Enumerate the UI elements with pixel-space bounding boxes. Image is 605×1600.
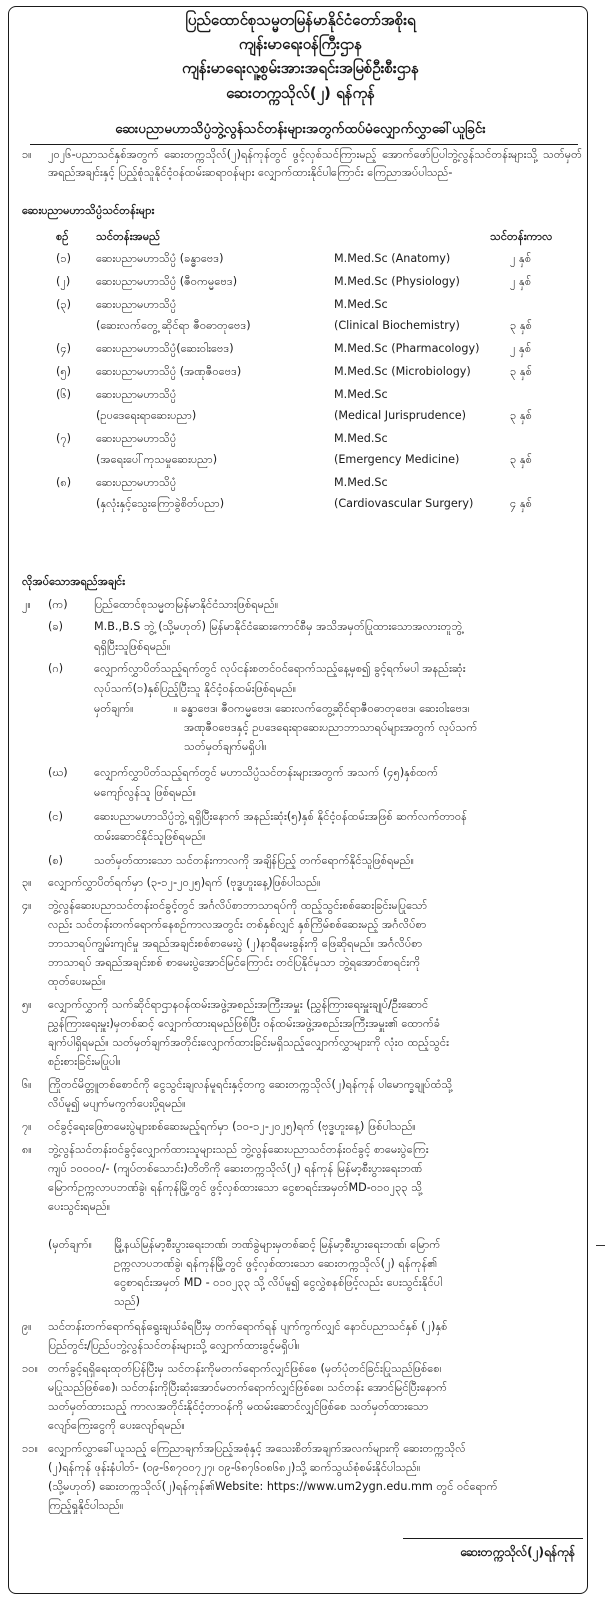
qual-e-label: (င): [48, 810, 63, 823]
item-number: ၅။: [22, 998, 32, 1011]
course-name-mm: ဆေးပညာမဟာသိပ္ပံ: [96, 432, 177, 445]
item-text-line: လျှောက်လွှာခေါ်ယူသည့် ကြေညာချက်အပြည့်အစုံနှင့် အသေးစိတ်အချက်အလက်များကို ဆေးတက္ကသိုလ်: [48, 1442, 466, 1455]
course-duration: ၃ နှစ်: [510, 453, 532, 466]
col-duration-header: သင်တန်းကာလ: [490, 230, 553, 243]
item-text-line: ဘာသာရပ် အရည်အချင်းစစ် စာမေးပွဲအောင်မြင်ကြောင်း တင်ပြနိုင်မှသာ ဘွဲ့ရအောင်စာရင်းကို: [48, 956, 421, 969]
qual-e-line1: ဆေးပညာမဟာသိပ္ပံဘွဲ့ ရရှိပြီးနောက် အနည်းဆုံး(၅)နှစ် နိုင်ငံ့ဝန်ထမ်းအဖြစ် ဆက်လက်တာဝန်: [94, 810, 467, 823]
qual-note-line1: ။ ခန္ဓာဗေဒ၊ ဇီဝကမ္မဗေဒ၊ ဆေးလက်တွေ့ဆိုင်ရာဇီဝဓာတုဗေဒ၊ ဆေးဝါးဗေဒ၊: [174, 702, 470, 715]
header-ministry: ကျန်းမာရေးဝန်ကြီးဌာန: [238, 35, 363, 53]
course-no: (၂): [56, 275, 71, 288]
course-name-en: M.Med.Sc (Anatomy): [334, 252, 451, 265]
qual-d-line2: မကျော်လွန်သူ ဖြစ်ရမည်။: [94, 786, 197, 799]
item-text-line: ညွှန်ကြားရေးမှူး)မှတစ်ဆင့် လျှောက်ထားရမည်ဖြစ်ပြီး ဝန်ထမ်းအဖွဲ့အစည်းအကြီးအမှူး၏ ထောက်ခံ: [48, 1017, 441, 1030]
qual-b-label: (ခ): [48, 620, 64, 633]
qual-f-text: သတ်မှတ်ထားသော သင်တန်းကာလကို အချိန်ပြည့် တက်ရောက်နိုင်သူဖြစ်ရမည်။: [94, 854, 414, 867]
course-duration: ၂ နှစ်: [510, 342, 532, 355]
item-text-line: ပေးသွင်းရမည်။: [48, 1200, 111, 1213]
item-text-line: လျှောက်လွှာကို သက်ဆိုင်ရာဌာနဝန်ထမ်းအဖွဲ့အစည်းအကြီးအမှူး (ညွှန်ကြားရေးမှူးချုပ်/ဦးဆောင်: [48, 998, 429, 1011]
qual-b-line2: ရရှိပြီးသူဖြစ်ရမည်။: [94, 640, 171, 653]
course-name-mm: ဆေးပညာမဟာသိပ္ပံ(ဆေးဝါးဗေဒ): [96, 342, 234, 355]
col-name-header: သင်တန်းအမည်: [96, 230, 161, 243]
header-university: ဆေးတက္ကသိုလ်(၂) ရန်ကုန်: [226, 84, 375, 102]
qual-b-line1: M.B.,B.S ဘွဲ့ (သို့မဟုတ်) မြန်မာနိုင်ငံဆေးကောင်စီမှ အသိအမှတ်ပြုထားသောအလားတူဘွဲ့: [94, 620, 463, 633]
courses-heading: ဆေးပညာမဟာသိပ္ပံသင်တန်းများ: [22, 204, 155, 217]
item-text-line: ဘာသာရပ်ကျွမ်းကျင်မှု အရည်အချင်းစစ်စာမေးပွဲ (၂)နာရီမေးခွန်းကို ဖြေဆိုရမည်။ အင်္ဂလိပ်စာ: [48, 937, 423, 950]
item-text-line: လည်း သင်တန်းတက်ရောက်နေစဉ်ကာလအတွင်း တစ်နှစ်လျှင် နှစ်ကြိမ်စစ်ဆေးမည့် အင်္ဂလိပ်စာ: [48, 918, 427, 931]
course-duration: ၂ နှစ်: [510, 252, 532, 265]
item-text-line: သတ်မှတ်ထားသည့် ကာလအတိုင်းနိုင်ငံ့တာဝန်ကို မထမ်းဆောင်လျှင်ဖြစ်စေ သတ်မှတ်ထားသော: [48, 1400, 429, 1413]
course-no: (၅): [56, 365, 72, 378]
item-text-line: ကြိုတင်မိတ္တူတစ်စောင်ကို ငွေသွင်းချလန်မူရင်းနှင့်တကွ ဆေးတက္ကသိုလ်(၂)ရန်ကုန် ပါမောက္ခချုပ်ထံသို့: [48, 1078, 453, 1091]
header-department: ကျန်းမာရေးလူ့စွမ်းအားအရင်းအမြစ်ဦးစီးဌာန: [182, 59, 419, 77]
course-name-en-sub: (Medical Jurisprudence): [334, 409, 466, 422]
qualifications-heading: လိုအပ်သောအရည်အချင်း: [22, 575, 126, 588]
intro-number: ၁။: [22, 148, 32, 161]
item-number: ၇။: [22, 1120, 32, 1133]
course-duration: ၃ နှစ်: [510, 409, 532, 422]
item-text-line: လျော်ကြေးငွေကို ပေးလျော်ရမည်။: [48, 1419, 185, 1432]
item-text-line: တက်ခွင့်ရရှိရေးထုတ်ပြန်ပြီးမှ သင်တန်းကိုမတက်ရောက်လျှင်ဖြစ်စေ (မှတ်ပုံတင်ခြင်းပြုသည်ဖြစ်စေ၊: [48, 1362, 442, 1375]
course-name-en: M.Med.Sc (Microbiology): [334, 365, 471, 378]
qual-note-line3: သတ်မှတ်ချက်မရှိပါ။: [184, 740, 267, 753]
qual-number: ၂။: [22, 598, 31, 611]
course-name-en: M.Med.Sc (Pharmacology): [334, 342, 480, 355]
item-text-line: မပြုသည်ဖြစ်စေ)၊ သင်တန်းကိုပြီးဆုံးအောင်မတက်ရောက်လျှင်ဖြစ်စေ၊ သင်တန်း အောင်မြင်ပြီးနောက်: [48, 1381, 448, 1394]
course-duration: ၂ နှစ်: [510, 275, 532, 288]
course-no: (၄): [56, 342, 72, 355]
course-name-mm: ဆေးပညာမဟာသိပ္ပံ (အဏုဇီဝဗေဒ): [96, 365, 242, 378]
course-name-en: M.Med.Sc (Physiology): [334, 275, 460, 288]
course-duration: ၄ နှစ်: [510, 497, 532, 510]
signature-rule: [403, 1538, 583, 1539]
item-text-line: (သို့မဟုတ်) ဆေးတက္ကသိုလ်(၂)ရန်ကုန်၏Website: https://www.um2ygn.edu.mm တွင် ဝင်ရောက်: [48, 1480, 498, 1493]
course-name-mm: ဆေးပညာမဟာသိပ္ပံ: [96, 388, 177, 401]
edge-mark: [596, 1245, 605, 1246]
note8-line: ငွေစာရင်းအမှတ် MD - ၀၁၀၂၃၃ သို့ လိပ်မူ၍ ငွေလွှဲစနစ်ဖြင့်လည်း ပေးသွင်းနိုင်ပါ: [114, 1276, 443, 1289]
item-text-line: လိပ်မူ၍ မပျက်မကွက်ပေးပို့ရမည်။: [48, 1097, 186, 1110]
item-text-line: မြောက်ဥက္ကလာပဘဏ်ခွဲ၊ ရန်ကုန်မြို့တွင် ဖွင့်လှစ်ထားသော ငွေစာရင်းအမှတ်MD-၀၁၀၂၃၃ သို့: [48, 1181, 423, 1194]
item-text-line: ဘွဲ့လွန်ဆေးပညာသင်တန်းဝင်ခွင့်တွင် အင်္ဂလိပ်စာဘာသာရပ်ကို ထည့်သွင်းစစ်ဆေးခြင်းမပြုသော်: [48, 899, 428, 912]
course-name-en: M.Med.Sc: [334, 388, 388, 401]
note8-line: မြို့နယ်မြန်မာ့စီးပွားရေးဘဏ်၊ ဘဏ်ခွဲများမှတစ်ဆင့် မြန်မာ့စီးပွားရေးဘဏ်၊ မြောက်: [114, 1238, 441, 1251]
item-number: ၄။: [22, 899, 32, 912]
announcement-title: ဆေးပညာမဟာသိပ္ပံဘွဲ့လွန်သင်တန်းများအတွက်ထပ်မံလျှောက်လွှာခေါ်ယူခြင်း: [115, 122, 486, 137]
item-text-line: သင်တန်းတက်ရောက်ရန်ရွေးချယ်ခံရပြီးမှ တက်ရောက်ရန် ပျက်ကွက်လျှင် နောင်ပညာသင်နှစ် (၂)နှစ်: [48, 1320, 448, 1333]
qual-note-line2: အဏုဇီဝဗေဒနှင့် ဥပဒေရေးရာဆေးပညာဘာသာရပ်များအတွက် လုပ်သက်: [184, 721, 478, 734]
qual-e-line2: ထမ်းဆောင်နိုင်သူဖြစ်ရမည်။: [94, 830, 206, 843]
course-name-mm: ဆေးပညာမဟာသိပ္ပံ (ခန္ဓာဗေဒ): [96, 252, 224, 265]
course-name-en: M.Med.Sc: [334, 476, 388, 489]
title-underline: [30, 144, 578, 145]
qual-note-label: မှတ်ချက်။: [94, 702, 134, 715]
course-no: (၇): [56, 432, 72, 445]
course-name-en: M.Med.Sc: [334, 298, 388, 311]
item-text-line: လျှောက်လွှာပိတ်ရက်မှာ (၃-၁၂-၂၀၂၅)ရက် (ဗုဒ္ဓဟူးနေ့)ဖြစ်ပါသည်။: [48, 876, 321, 889]
item-text-line: စဉ်းစားခြင်းမပြုပါ။: [48, 1055, 121, 1068]
course-name-mm-sub: (ဆေးလက်တွေ့ ဆိုင်ရာ ဇီဝဓာတုဗေဒ): [96, 319, 251, 332]
course-name-en: M.Med.Sc: [334, 432, 388, 445]
item-text-line: ကြည့်ရှုနိုင်ပါသည်။: [48, 1499, 124, 1512]
note8-line: ဥက္ကလာပဘဏ်ခွဲ၊ ရန်ကုန်မြို့တွင် ဖွင့်လှစ်ထားသော ဆေးတက္ကသိုလ်(၂) ရန်ကုန်၏: [114, 1257, 438, 1270]
course-name-mm-sub: (အရေးပေါ်ကုသမှုဆေးပညာ): [96, 453, 218, 466]
course-name-en-sub: (Emergency Medicine): [334, 453, 460, 466]
signature-university: ဆေးတက္ကသိုလ်(၂)ရန်ကုန်: [460, 1545, 575, 1559]
course-name-en-sub: (Cardiovascular Surgery): [334, 497, 474, 510]
note8-label: (မှတ်ချက်။: [48, 1238, 93, 1251]
course-no: (၈): [56, 476, 72, 489]
qual-d-line1: လျှောက်လွှာပိတ်သည့်ရက်တွင် မဟာသိပ္ပံသင်တန်းများအတွက် အသက် (၄၅)နှစ်ထက်: [94, 766, 439, 779]
item-text-line: ကျပ် ၁၀၀၀၀/- (ကျပ်တစ်သောင်း)တိတိကို ဆေးတက္ကသိုလ်(၂) ရန်ကုန် မြန်မာ့စီးပွားရေးဘဏ်: [48, 1162, 423, 1175]
item-text-line: (၂)ရန်ကုန် ဖုန်းနံပါတ်- (၀၉-၆၈၇၀၀၇၂၇၊ ၀၉-၆၈၇၆၀၈၆၈၂)သို့ ဆက်သွယ်စုံစမ်းနိုင်ပါသည်။: [48, 1461, 421, 1474]
course-name-en-sub: (Clinical Biochemistry): [334, 319, 460, 332]
qual-d-label: (ဃ): [48, 766, 68, 779]
item-number: ၆။: [22, 1078, 32, 1091]
course-duration: ၃ နှစ်: [510, 365, 532, 378]
course-name-mm: ဆေးပညာမဟာသိပ္ပံ (ဇီဝကမ္မဗေဒ): [96, 275, 238, 288]
course-name-mm: ဆေးပညာမဟာသိပ္ပံ: [96, 476, 177, 489]
note8-line: သည်): [114, 1295, 140, 1308]
item-text-line: ဘွဲ့လွန်သင်တန်းဝင်ခွင့်လျှောက်ထားသူများသည် ဘွဲ့လွန်ဆေးပညာသင်တန်းဝင်ခွင့် စာမေးပွဲကြေး: [48, 1143, 429, 1156]
col-no-header: စဉ်: [56, 230, 69, 243]
intro-paragraph: ၂၀၂၆-ပညာသင်နှစ်အတွက် ဆေးတက္ကသိုလ်(၂)ရန်ကုန်တွင် ဖွင့်လှစ်သင်ကြားမည့် အောက်ဖော်ပြပါဘွဲ့လွန်သင်တန်းများသို့ သတ်မှတ်အရည်အချင်းနှင့် ပြည့်စုံသူနိုင်ငံ့ဝန်ထမ်းဆရာဝန်များ လျှောက်ထားနိုင်ပါကြောင်း ကြေညာအပ်ပါသည်-: [48, 148, 582, 179]
course-no: (၃): [56, 298, 72, 311]
item-number: ၈။: [22, 1143, 32, 1156]
qual-c-line1: လျှောက်လွှာပိတ်သည့်ရက်တွင် လုပ်ငန်းစတင်ဝင်ရောက်သည့်နေ့မှစ၍ ခွင့်ရက်မပါ အနည်းဆုံး: [94, 662, 466, 675]
item-text-line: ထုတ်ပေးမည်။: [48, 975, 106, 988]
item-text-line: ချက်ပါရှိရမည်။ သတ်မှတ်ချက်အတိုင်းလျှောက်ထားခြင်းမရှိသည့်လျှောက်လွှာများကို လုံးဝ ထည့်သွင်း: [48, 1036, 449, 1049]
item-number: ၁၁။: [22, 1442, 38, 1455]
course-no: (၁): [56, 252, 72, 265]
item-number: ၉။: [22, 1320, 32, 1333]
header-government: ပြည်ထောင်စုသမ္မတမြန်မာနိုင်ငံတော်အစိုးရ: [185, 11, 416, 29]
qual-a-text: ပြည်ထောင်စုသမ္မတမြန်မာနိုင်ငံသားဖြစ်ရမည်။: [94, 598, 279, 611]
item-text-line: ဝင်ခွင့်ရေးဖြေစာမေးပွဲများစစ်ဆေးမည့်ရက်မှာ (၁၀-၁၂-၂၀၂၅)ရက် (ဗုဒ္ဓဟူးနေ့) ဖြစ်ပါသည်။: [48, 1120, 416, 1133]
item-text-line: ပြည်တွင်း/ပြည်ပဘွဲ့လွန်သင်တန်းများသို့ လျှောက်ထားခွင့်မရှိပါ။: [48, 1339, 300, 1352]
course-name-mm-sub: (ဥပဒေရေးရာဆေးပညာ): [96, 409, 197, 422]
course-no: (၆): [56, 388, 72, 401]
course-name-mm: ဆေးပညာမဟာသိပ္ပံ: [96, 298, 177, 311]
qual-c-label: (ဂ): [48, 662, 64, 675]
course-name-mm-sub: (နှလုံးနှင့်သွေးကြောခွဲစိတ်ပညာ): [96, 497, 225, 510]
qual-a-label: (က): [48, 598, 68, 611]
qual-f-label: (စ): [48, 854, 64, 867]
qual-c-line2: လုပ်သက်(၁)နှစ်ပြည့်ပြီးသူ နိုင်ငံ့ဝန်ထမ်းဖြစ်ရမည်။: [94, 682, 297, 695]
announcement-page: [8, 6, 593, 1590]
item-number: ၁၀။: [22, 1362, 38, 1375]
course-duration: ၃ နှစ်: [510, 319, 532, 332]
item-number: ၃။: [22, 876, 32, 889]
